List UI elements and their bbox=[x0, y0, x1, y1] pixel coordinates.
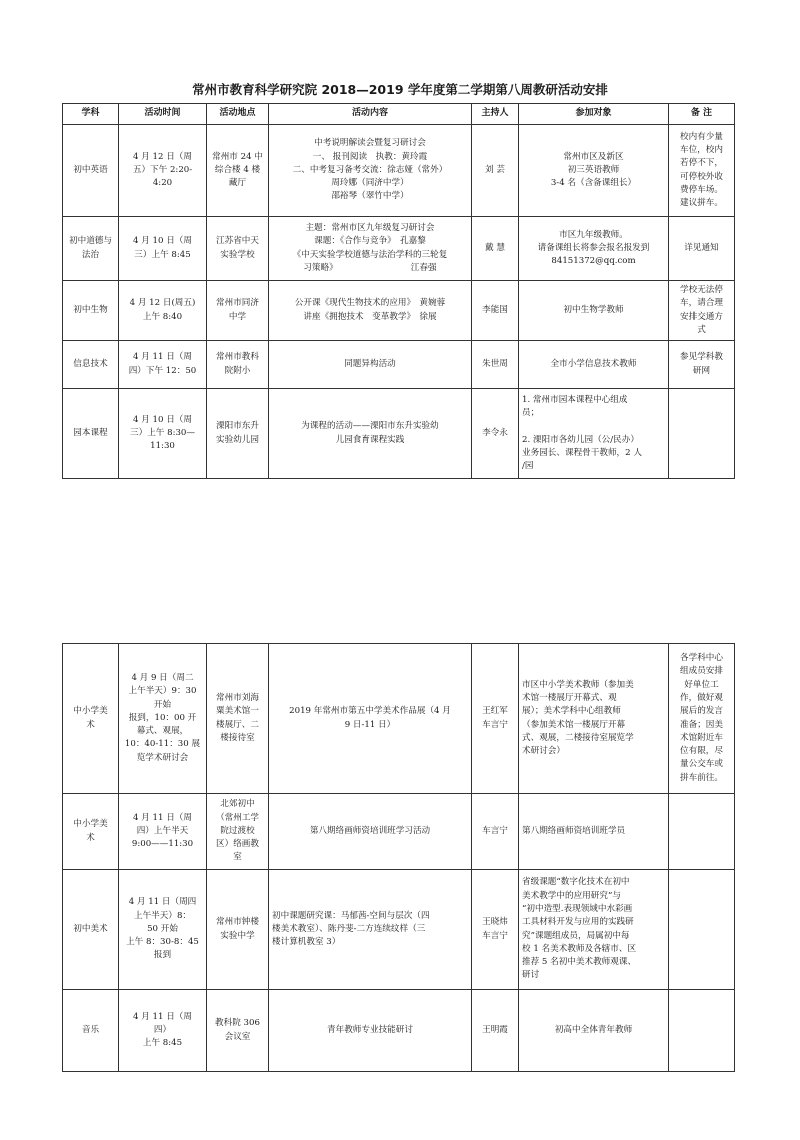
time-cell-line: 4 月 11 日（周 bbox=[133, 352, 192, 363]
time-cell bbox=[119, 644, 207, 794]
content-cell-line: 习策略》 江春强 bbox=[303, 262, 437, 273]
content-cell-line: 楼计算机教室 3） bbox=[272, 937, 341, 948]
host-cell-text: 戴 慧 bbox=[485, 242, 505, 253]
time-cell-line: 10：40-11：30 展 bbox=[124, 739, 201, 750]
participants-cell-line: 请备课组长将参会报名报发到 bbox=[537, 242, 650, 253]
note-cell-line: 学校无法停 bbox=[680, 284, 723, 295]
header-subject: 学科 bbox=[63, 104, 119, 125]
participants-cell-line: 省级课题“数字化技术在初中 bbox=[522, 877, 630, 888]
note-cell bbox=[669, 389, 735, 479]
time-cell bbox=[119, 217, 207, 281]
note-cell-line: 校内有少量 bbox=[680, 131, 723, 142]
place-cell-line: 院附小 bbox=[224, 365, 251, 376]
host-cell-line: 王红军 bbox=[482, 706, 508, 717]
content-cell-line: 周玲娜（同济中学） bbox=[331, 178, 409, 189]
place-cell-line: 实验学校 bbox=[220, 249, 255, 260]
place-cell-line: 会议室 bbox=[224, 1031, 251, 1042]
content-cell-line: 为课程的活动——溧阳市东升实验幼 bbox=[301, 421, 439, 432]
content-cell bbox=[269, 217, 472, 281]
participants-cell-line: 2. 溧阳市各幼儿园（公/民办） bbox=[522, 434, 639, 445]
participants-cell-line: 初中生物学教师 bbox=[563, 304, 624, 315]
content-cell-line: 《中天实验学校道德与法治学科的三轮复 bbox=[292, 249, 448, 260]
subject-cell bbox=[63, 341, 119, 389]
subject-cell-line: 音乐 bbox=[81, 1024, 100, 1035]
place-cell bbox=[207, 644, 269, 794]
content-cell-line: 青年教师专业技能研讨 bbox=[327, 1024, 413, 1035]
host-cell-text: 刘 芸 bbox=[485, 164, 505, 175]
place-cell-line: 藏厅 bbox=[228, 178, 247, 189]
content-cell-line: 2019 年常州市第五中学美术作品展（4 月 bbox=[289, 706, 451, 717]
place-cell-line: 室 bbox=[233, 852, 242, 863]
content-cell-line: 中考说明解读会暨复习研讨会 bbox=[314, 138, 426, 149]
note-cell-line: 安排交通方 bbox=[680, 311, 723, 322]
note-cell-line: 建议拼车。 bbox=[680, 198, 723, 209]
table-row bbox=[63, 794, 735, 870]
time-cell-line: 上午 8:40 bbox=[142, 311, 183, 322]
note-cell-line: 组成员安排 bbox=[680, 666, 723, 677]
time-cell-line: 三）上午 8:30— bbox=[130, 427, 195, 438]
header-place: 活动地点 bbox=[207, 104, 269, 125]
time-cell-line: 4 月 11 日（周 bbox=[133, 1011, 192, 1022]
content-cell-line: 第八期络画师资培训班学习活动 bbox=[309, 825, 431, 836]
note-cell bbox=[669, 794, 735, 870]
time-cell-line: 三）上午 8:45 bbox=[134, 249, 191, 260]
time-cell bbox=[119, 341, 207, 389]
host-cell-line: 王晓炜 bbox=[482, 917, 508, 928]
content-cell bbox=[269, 644, 472, 794]
time-cell-line: 50 开始 bbox=[147, 923, 178, 934]
participants-cell bbox=[519, 341, 669, 389]
place-cell bbox=[207, 870, 269, 990]
place-cell-line: 综合楼 4 楼 bbox=[214, 164, 261, 175]
time-cell-line: 四）下午 12：50 bbox=[128, 365, 197, 376]
header-host: 主持人 bbox=[472, 104, 519, 125]
place-cell bbox=[207, 389, 269, 479]
participants-cell bbox=[519, 217, 669, 281]
participants-cell-line: 推荐 5 名初中美术教师观课、 bbox=[522, 957, 637, 968]
note-cell bbox=[669, 341, 735, 389]
host-cell bbox=[472, 990, 519, 1072]
content-cell-line: 讲座《拥抱技术 变革教学》 徐展 bbox=[303, 311, 437, 322]
time-cell-line: 4 月 11 日（周四 bbox=[128, 897, 197, 908]
host-cell bbox=[472, 644, 519, 794]
table-row bbox=[63, 217, 735, 281]
note-cell-line: 若停不下， bbox=[680, 158, 723, 169]
note-cell-line: 准备；因美 bbox=[680, 719, 723, 730]
subject-cell-line: 术 bbox=[86, 719, 95, 730]
note-cell-line: 作，做好观 bbox=[680, 692, 723, 703]
participants-cell-line: /园 bbox=[522, 461, 534, 472]
place-cell bbox=[207, 281, 269, 341]
time-cell-line: 4 月 10 日（周 bbox=[133, 236, 192, 247]
note-cell-line bbox=[672, 825, 731, 838]
subject-cell bbox=[63, 389, 119, 479]
participants-cell-line: 市区九年级教师。 bbox=[559, 229, 628, 240]
participants-cell-line: 术研讨会） bbox=[522, 746, 565, 757]
header-note: 备 注 bbox=[669, 104, 735, 125]
place-cell-line: 常州市钟楼 bbox=[216, 917, 259, 928]
time-cell-line: 开始 bbox=[153, 699, 172, 710]
participants-cell-line: 常州市区及新区 bbox=[563, 151, 624, 162]
header-time: 活动时间 bbox=[119, 104, 207, 125]
participants-cell-line: “初中造型.表现领域中水彩画 bbox=[522, 903, 633, 914]
content-cell-line: 邵裕琴（翠竹中学） bbox=[331, 191, 409, 202]
place-cell-line: 粟美术馆一 bbox=[216, 706, 259, 717]
table-row bbox=[63, 389, 735, 479]
place-cell-line: 常州市 24 中 bbox=[212, 151, 263, 162]
participants-cell-line: 初三英语教师 bbox=[567, 164, 620, 175]
participants-cell-line: 式、观展，二楼接待室展览学 bbox=[522, 732, 634, 743]
time-cell-line: 9:00——11:30 bbox=[131, 839, 194, 850]
participants-cell-line: 初高中全体青年教师 bbox=[554, 1024, 633, 1035]
time-cell bbox=[119, 870, 207, 990]
participants-cell-line: 校 1 名美术教师及各辖市、区 bbox=[522, 943, 637, 954]
time-cell-line: 4:20 bbox=[152, 178, 173, 189]
content-cell-line: 二、中考复习备考交流：徐志娅（常外） bbox=[292, 164, 448, 175]
note-cell-line bbox=[672, 1024, 731, 1037]
content-cell bbox=[269, 794, 472, 870]
participants-cell-line: 84151372@qq.com bbox=[551, 256, 636, 267]
content-cell-line: 一、 报刊阅读 执教：黄玲霞 bbox=[312, 151, 428, 162]
table-row bbox=[63, 281, 735, 341]
participants-cell-line: 市区中小学美术教师（参加美 bbox=[522, 679, 634, 690]
place-cell-line: 溧阳市东升 bbox=[216, 421, 259, 432]
time-cell-line: 报到，10：00 开 bbox=[128, 712, 197, 723]
time-cell-line: 报到 bbox=[153, 950, 172, 961]
note-cell-line: 研网 bbox=[692, 365, 711, 376]
subject-cell bbox=[63, 990, 119, 1072]
header-participants: 参加对象 bbox=[519, 104, 669, 125]
subject-cell bbox=[63, 281, 119, 341]
host-cell bbox=[472, 281, 519, 341]
time-cell-line: 览学术研讨会 bbox=[136, 752, 189, 763]
place-cell bbox=[207, 990, 269, 1072]
subject-cell bbox=[63, 644, 119, 794]
subject-cell-line: 中小学美 bbox=[73, 706, 108, 717]
content-cell-line: 楼美术教室）、陈丹斐-二方连续纹样（三 bbox=[272, 923, 426, 934]
place-cell-line: 常州市同济 bbox=[216, 298, 259, 309]
participants-cell bbox=[519, 794, 669, 870]
host-cell-line: 车言宁 bbox=[482, 930, 508, 941]
content-cell bbox=[269, 125, 472, 217]
note-cell bbox=[669, 281, 735, 341]
participants-cell bbox=[519, 990, 669, 1072]
time-cell-line: 上午 8:45 bbox=[142, 1038, 183, 1049]
place-cell bbox=[207, 217, 269, 281]
participants-cell-line: 1. 常州市园本课程中心组成 bbox=[522, 394, 628, 405]
note-cell-line bbox=[672, 427, 731, 440]
place-cell-line: 实验中学 bbox=[220, 930, 255, 941]
time-cell bbox=[119, 125, 207, 217]
header-content: 活动内容 bbox=[269, 104, 472, 125]
place-cell bbox=[207, 125, 269, 217]
note-cell-line: 位有限，尽 bbox=[680, 746, 723, 757]
participants-cell-line: 工具材料开发与应用的实践研 bbox=[522, 917, 634, 928]
content-cell-line: 课题：《合作与竞争》 孔嘉黎 bbox=[314, 236, 426, 247]
note-cell bbox=[669, 990, 735, 1072]
host-cell bbox=[472, 341, 519, 389]
page-title: 常州市教育科学研究院 2018—2019 学年度第二学期第八周教研活动安排 bbox=[192, 82, 608, 97]
content-cell bbox=[269, 990, 472, 1072]
content-cell-line: 公开课《现代生物技术的应用》 黄婉蓉 bbox=[294, 298, 446, 309]
participants-cell bbox=[519, 281, 669, 341]
subject-cell bbox=[63, 870, 119, 990]
time-cell bbox=[119, 990, 207, 1072]
content-cell-line: 主题：常州市区九年级复习研讨会 bbox=[305, 222, 435, 233]
place-cell-line: 区）络画教 bbox=[216, 839, 259, 850]
participants-cell-line: 美术教学中的应用研究”与 bbox=[522, 890, 621, 901]
place-cell-line: 中学 bbox=[228, 311, 247, 322]
time-cell-line: 4 月 9 日（周二 bbox=[131, 672, 194, 683]
participants-cell bbox=[519, 125, 669, 217]
subject-cell bbox=[63, 217, 119, 281]
place-cell-line: 院过渡校 bbox=[220, 825, 255, 836]
time-cell-line: 4 月 10 日（周 bbox=[133, 414, 192, 425]
note-cell-line: 术馆附近车 bbox=[680, 732, 723, 743]
note-cell-line: 各学科中心 bbox=[680, 652, 723, 663]
subject-cell-line: 初中美术 bbox=[73, 923, 108, 934]
subject-cell-text: 初中道德与法治 bbox=[69, 236, 112, 260]
table-row bbox=[63, 990, 735, 1072]
participants-cell-line bbox=[522, 420, 665, 433]
place-cell-line: 北郊初中 bbox=[220, 799, 255, 810]
table-row bbox=[63, 870, 735, 990]
note-cell-line: 详见通知 bbox=[684, 242, 719, 253]
note-cell bbox=[669, 644, 735, 794]
time-cell-line: 11:30 bbox=[150, 441, 175, 452]
time-cell-line: 五）下午 2:20- bbox=[132, 164, 193, 175]
host-cell bbox=[472, 217, 519, 281]
note-cell-line: 展后的发言 bbox=[680, 706, 723, 717]
time-cell-line: 4 月 12 日（周 bbox=[133, 151, 192, 162]
note-cell-line: 好单位工 bbox=[684, 679, 719, 690]
time-cell-line: 四）上午半天 bbox=[136, 825, 189, 836]
content-cell bbox=[269, 389, 472, 479]
content-cell-line: 儿园食育课程实践 bbox=[335, 434, 405, 445]
time-cell bbox=[119, 281, 207, 341]
place-cell bbox=[207, 794, 269, 870]
subject-cell bbox=[63, 125, 119, 217]
host-cell bbox=[472, 870, 519, 990]
time-cell-line: 四） bbox=[153, 1024, 172, 1035]
time-cell-line: 4 月 11 日（周 bbox=[133, 812, 192, 823]
subject-cell-line: 中小学美 bbox=[73, 819, 108, 830]
note-cell-line: 车，请合理 bbox=[680, 298, 723, 309]
participants-cell-line: 术馆一楼展厅开幕式、观 bbox=[522, 692, 617, 703]
note-cell bbox=[669, 870, 735, 990]
host-cell bbox=[472, 794, 519, 870]
note-cell bbox=[669, 217, 735, 281]
note-cell-line: 拼车前往。 bbox=[680, 772, 723, 783]
participants-cell-line: 展）；美术学科中心组教师 bbox=[522, 706, 621, 717]
content-cell-line: 同题异构活动 bbox=[344, 358, 396, 369]
content-cell-line: 9 日-11 日） bbox=[344, 719, 396, 730]
participants-cell-line: 研讨 bbox=[522, 970, 540, 981]
time-cell-line: 幕式、观展， bbox=[136, 726, 189, 737]
schedule-table-top bbox=[62, 103, 735, 479]
place-cell-line: 江苏省中天 bbox=[216, 236, 259, 247]
time-cell bbox=[119, 794, 207, 870]
time-cell-line: 上午半天）9：30 bbox=[128, 686, 197, 697]
host-cell bbox=[472, 125, 519, 217]
note-cell-line: 费停车场。 bbox=[680, 184, 723, 195]
place-cell-line: 教科院 306 bbox=[215, 1018, 260, 1029]
place-cell-line: （常州工学 bbox=[216, 812, 259, 823]
content-cell bbox=[269, 281, 472, 341]
participants-cell-line: 3-4 名（含备课组长） bbox=[550, 178, 637, 189]
host-cell-text: 李能国 bbox=[482, 304, 508, 315]
content-cell-line: 初中课题研究课：马郁茜-空间与层次（四 bbox=[272, 910, 430, 921]
time-cell-line: 上午 8：30-8：45 bbox=[126, 937, 199, 948]
participants-cell bbox=[519, 644, 669, 794]
participants-cell-line: 业务园长、课程骨干教师，2 人 bbox=[522, 447, 642, 458]
participants-cell-line: （参加美术馆一楼展厅开幕 bbox=[522, 719, 626, 730]
subject-cell bbox=[63, 794, 119, 870]
place-cell-line: 常州市教科 bbox=[216, 352, 259, 363]
participants-cell-line: 全市小学信息技术教师 bbox=[550, 358, 637, 369]
place-cell-line: 实验幼儿园 bbox=[216, 434, 259, 445]
subject-cell-text: 初中英语 bbox=[73, 164, 108, 175]
participants-cell-line: 第八期络画师资培训班学员 bbox=[522, 825, 626, 836]
content-cell bbox=[269, 870, 472, 990]
table-row bbox=[63, 644, 735, 794]
time-cell-line: 4 月 12 日(周五) bbox=[129, 298, 196, 309]
note-cell bbox=[669, 125, 735, 217]
participants-cell bbox=[519, 389, 669, 479]
place-cell bbox=[207, 341, 269, 389]
time-cell bbox=[119, 389, 207, 479]
place-cell-line: 楼展厅、二 bbox=[216, 719, 259, 730]
place-cell-line: 楼接待室 bbox=[220, 732, 255, 743]
subject-cell-text: 信息技术 bbox=[73, 358, 108, 369]
subject-cell-line: 术 bbox=[86, 832, 95, 843]
time-cell-line: 上午半天）8： bbox=[133, 910, 192, 921]
table-header-row bbox=[63, 104, 735, 125]
content-cell bbox=[269, 341, 472, 389]
participants-cell-line: 究”课题组成员，局属初中每 bbox=[522, 930, 630, 941]
table-row bbox=[63, 341, 735, 389]
host-cell-line: 车言宁 bbox=[482, 719, 508, 730]
host-cell-text: 李令永 bbox=[482, 427, 508, 438]
schedule-table-bottom bbox=[62, 643, 735, 1072]
place-cell-line: 常州市刘海 bbox=[216, 692, 259, 703]
subject-cell-text: 园本课程 bbox=[73, 427, 108, 438]
subject-cell-text: 初中生物 bbox=[73, 304, 108, 315]
host-cell-line: 车言宁 bbox=[482, 825, 508, 836]
note-cell-line: 可停校外收 bbox=[680, 171, 723, 182]
host-cell bbox=[472, 389, 519, 479]
note-cell-line: 参见学科教 bbox=[680, 352, 723, 363]
participants-cell bbox=[519, 870, 669, 990]
host-cell-text: 朱世周 bbox=[482, 358, 508, 369]
host-cell-line: 王明霞 bbox=[482, 1024, 508, 1035]
table-row bbox=[63, 125, 735, 217]
note-cell-line: 量公交车或 bbox=[680, 759, 723, 770]
note-cell-line: 车位，校内 bbox=[680, 144, 723, 155]
participants-cell-line: 员； bbox=[522, 407, 540, 418]
note-cell-line: 式 bbox=[697, 324, 706, 335]
note-cell-line bbox=[672, 923, 731, 936]
